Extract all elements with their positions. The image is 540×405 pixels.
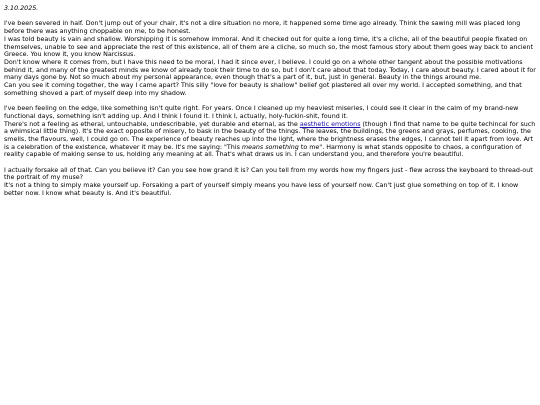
paragraph: I've been feeling on the edge, like something isn't quite right. For years. Once I cleaned up my heaviest miseries, I could see it clear in the calm of my brand-new functional days, something isn't adding up. And I think I found it. I think I, actually, holy-fuckin-shit, found it. [4, 105, 519, 120]
entry-date: 3.10.2025. [4, 5, 39, 12]
paragraph-text: There's not a feeling as etheral, untouchable, undescribable, yet durable and eternal, as the [4, 120, 300, 128]
section-edge [4, 105, 536, 159]
section-severed [4, 20, 536, 97]
emphasis-text: means something [241, 143, 299, 151]
document-page [0, 0, 540, 198]
paragraph: I actually forsake all of that. Can you believe it? Can you see how grand it is? Can you tell from my words how my fingers just - flew across the keyboard to thread-out the portrait of my muse? [4, 166, 533, 182]
paragraph: Can you see it coming together, the way I came apart? This silly "love for beauty is shallow" belief got plastered all over my world. I accepted something, and that something shoved a part of myself deep into my shadow. [4, 82, 522, 97]
paragraph-text: to me". Harmony is what stands opposite to chaos, a configuration of reality capable of making sense to us, holding any meaning at all. That's what draws us in. I can understand you, and therefore you're beautiful. [4, 143, 522, 159]
paragraph: Don't know where it comes from, but I have this need to be moral, I had it since ever, I believe. I could go on a whole other tangent about the possible motivations behind it, and many of the greatest minds we know of already took their time to do so, but I don't care about that today. Today, I care about beauty. I cared about it for many days gone by. Not so much about my personal appearance, even though that's a part of it, but, just in general. Beauty in the things around me. [4, 58, 536, 82]
section-forsake [4, 167, 536, 198]
paragraph-text: (though I find that name to be quite techincal for such a whimsical little thing). It's the exact opposite of misery, to bask in the beauty of the things. The leaves, the buildings, the greens and grays, perfumes, cooking, the smells, the flavours, well, I could go on. The experience of beauty reaches up into the light, where the brightness erases the edges, I cannot tell it apart from love. Art is a celebration of the existence, whatever it may be. It's me saying: "This [4, 120, 536, 151]
aesthetic-emotions-link[interactable]: aesthetic emotions [299, 120, 361, 128]
paragraph-aesthetic [4, 121, 536, 160]
paragraph: I've been severed in half. Don't jump out of your chair, it's not a dire situation no more, it happened some time ago already. Think the sawing mill was placed long before there was anything choppable on me, to be honest. [4, 20, 521, 36]
paragraph: It's not a thing to simply make yourself up. Forsaking a part of yourself simply means you have less of yourself now. Can't just glue something on top of it. I know better now. I know what beauty is. And it's beautiful. [4, 182, 519, 197]
paragraph: I was told beauty is vain and shallow. Worshipping it is somehow immoral. And it checked out for quite a long time, it's a cliche, all of the beautiful people fixated on themselves, unable to see and appreciate the rest of this existence, all of them are a cliche, so much so, the most famous story about them goes way back to ancient Greece. You know it, you know Narcissus. [4, 35, 534, 59]
